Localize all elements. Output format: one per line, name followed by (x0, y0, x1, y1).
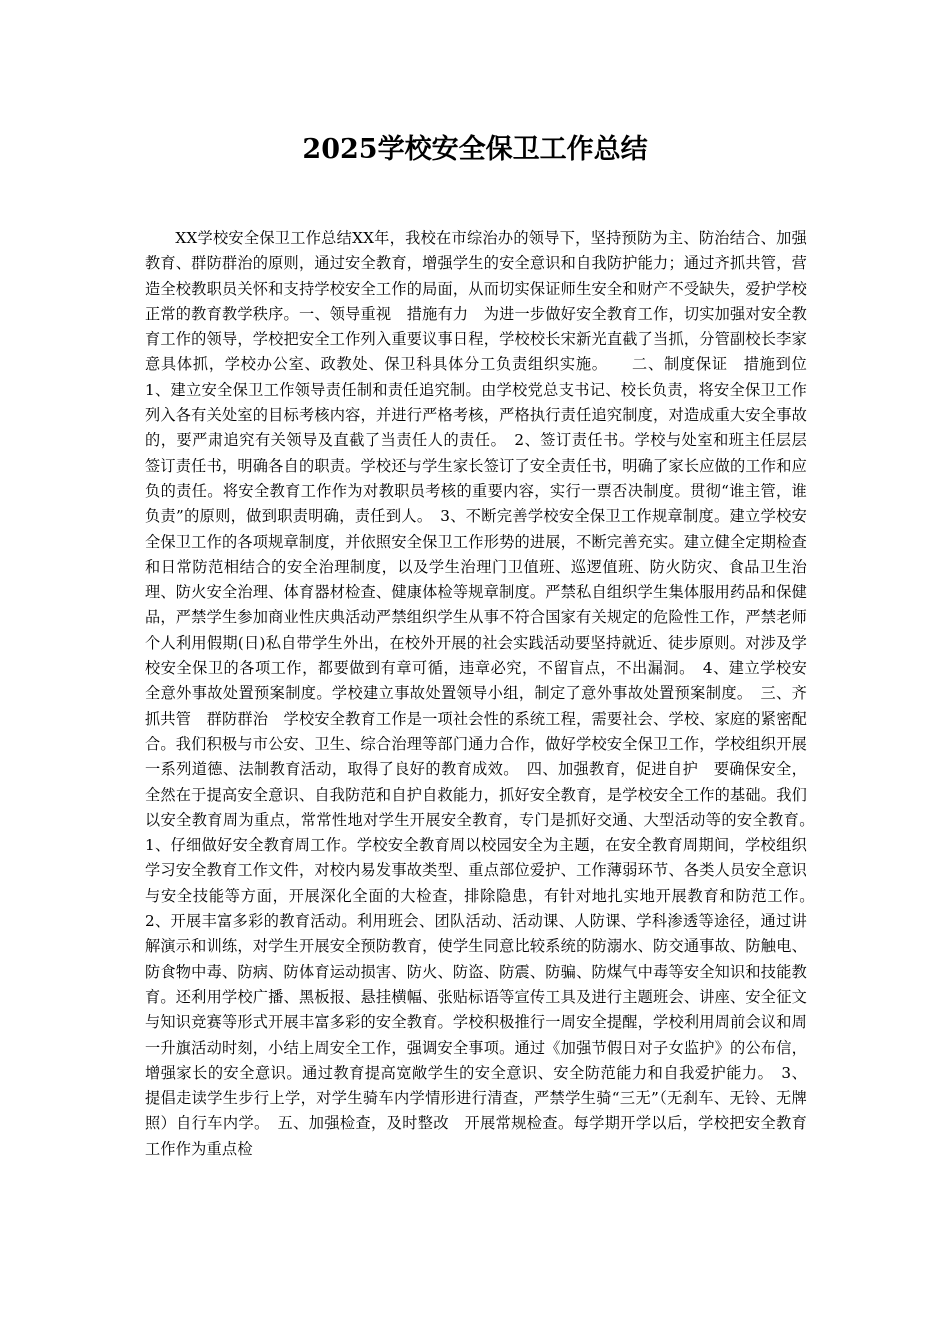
document-title: 2025学校安全保卫工作总结 (302, 134, 648, 165)
document-body: XX学校安全保卫工作总结XX年，我校在市综治办的领导下，坚持预防为主、防治结合、加强教育、群防群治的原则，通过安全教育，增强学生的安全意识和自我防护能力；通过齐抓共管，营造全校教职员关怀和支持学校安全工作的局面，从而切实保证师生安全和财产不受缺失，爱护学校正常的教育教学秩序。一、领导重视 措施有力 为进一步做好安全教育工作，切实加强对安全教育工作的领导，学校把安全工作列入重要议事日程，学校校长宋新光直截了当抓，分管副校长李家意具体抓，学校办公室、政教处、保卫科具体分工负责组织实施。 二、制度保证 措施到位 1、建立安全保卫工作领导责任制和责任追究制。由学校党总支书记、校长负责，将安全保卫工作列入各有关处室的目标考核内容，并进行严格考核，严格执行责任追究制度，对造成重大安全事故的，要严肃追究有关领导及直截了当责任人的责任。 2、签订责任书。学校与处室和班主任层层签订责任书，明确各自的职责。学校还与学生家长签订了安全责任书，明确了家长应做的工作和应负的责任。将安全教育工作作为对教职员考核的重要内容，实行一票否决制度。贯彻“谁主管，谁负责”的原则，做到职责明确，责任到人。 3、不断完善学校安全保卫工作规章制度。建立学校安全保卫工作的各项规章制度，并依照安全保卫工作形势的进展，不断完善充实。建立健全定期检查和日常防范相结合的安全治理制度，以及学生治理门卫值班、巡逻值班、防火防灾、食品卫生治理、防火安全治理、体育器材检查、健康体检等规章制度。严禁私自组织学生集体服用药品和保健品，严禁学生参加商业性庆典活动严禁组织学生从事不符合国家有关规定的危险性工作，严禁老师个人利用假期(日)私自带学生外出，在校外开展的社会实践活动要坚持就近、徒步原则。对涉及学校安全保卫的各项工作，都要做到有章可循，违章必究，不留盲点，不出漏洞。 4、建立学校安全意外事故处置预案制度。学校建立事故处置领导小组，制定了意外事故处置预案制度。 三、齐抓共管 群防群治 学校安全教育工作是一项社会性的系统工程，需要社会、学校、家庭的紧密配合。我们积极与市公安、卫生、综合治理等部门通力合作，做好学校安全保卫工作，学校组织开展一系列道德、法制教育活动，取得了良好的教育成效。 四、加强教育，促进自护 要确保安全，全然在于提高安全意识、自我防范和自护自救能力，抓好安全教育，是学校安全工作的基础。我们以安全教育周为重点，常常性地对学生开展安全教育，专门是抓好交通、大型活动等的安全教育。 1、仔细做好安全教育周工作。学校安全教育周以校园安全为主题，在安全教育周期间，学校组织学习安全教育工作文件，对校内易发事故类型、重点部位爱护、工作薄弱环节、各类人员安全意识与安全技能等方面，开展深化全面的大检查，排除隐患，有针对地扎实地开展教育和防范工作。 2、开展丰富多彩的教育活动。利用班会、团队活动、活动课、人防课、学科渗透等途径，通过讲解演示和训练，对学生开展安全预防教育，使学生同意比较系统的防溺水、防交通事故、防触电、防食物中毒、防病、防体育运动损害、防火、防盗、防震、防骗、防煤气中毒等安全知识和技能教育。还利用学校广播、黑板报、悬挂横幅、张贴标语等宣传工具及进行主题班会、讲座、安全征文与知识竞赛等形式开展丰富多彩的安全教育。学校积极推行一周安全提醒，学校利用周前会议和周一升旗活动时刻，小结上周安全工作，强调安全事项。通过《加强节假日对子女监护》的公布信，增强家长的安全意识。通过教育提高宽敞学生的安全意识、安全防范能力和自我爱护能力。 3、提倡走读学生步行上学，对学生骑车内学情形进行清查，严禁学生骑“三无”（无刹车、无铃、无牌照）自行车内学。 五、加强检查，及时整改 开展常规检查。每学期开学以后，学校把安全教育工作作为重点检 (145, 229, 823, 1158)
